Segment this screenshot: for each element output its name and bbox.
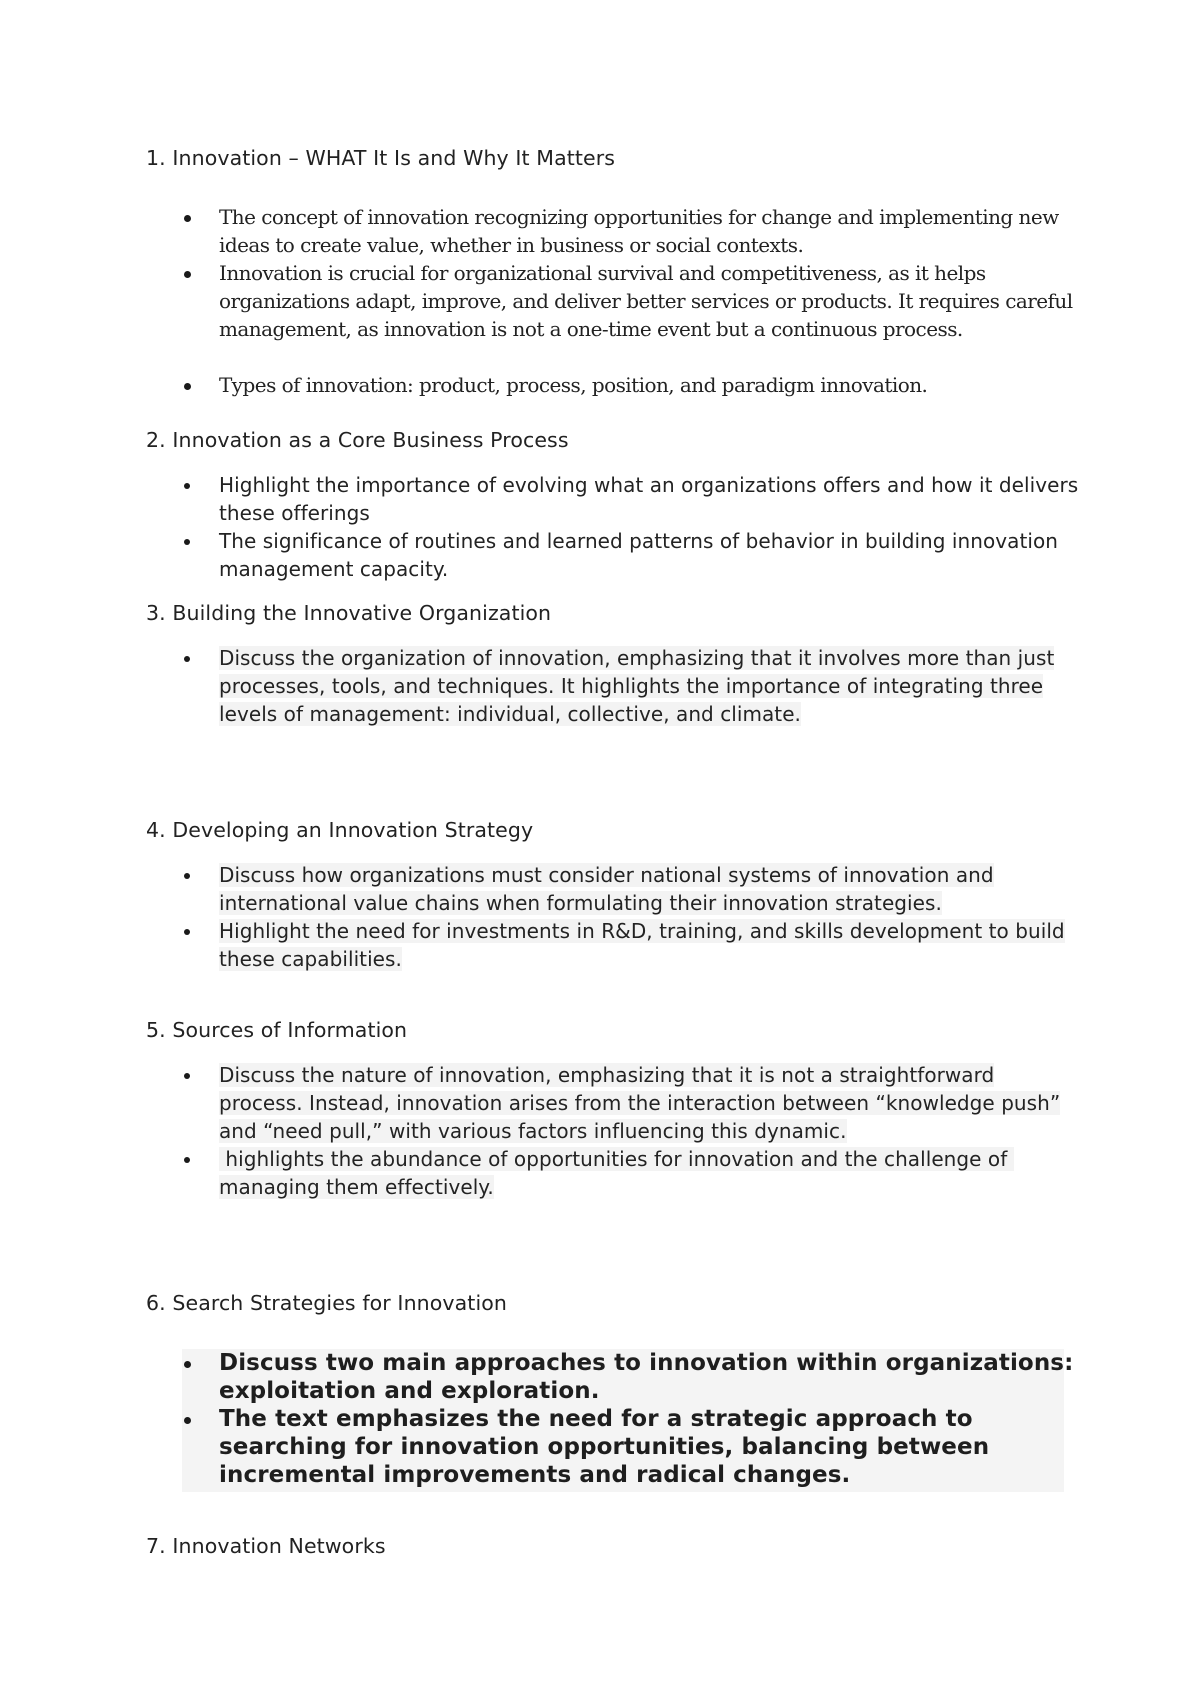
- bullet-icon: [184, 383, 191, 390]
- bullet-icon: [184, 1157, 190, 1163]
- bullet-icon: [184, 539, 190, 545]
- section-4-bullet-list: [0, 861, 1079, 973]
- section-2-heading: 2. Innovation as a Core Business Process: [146, 428, 569, 452]
- section-5-bullet-list: [0, 1061, 1079, 1201]
- list-item: Types of innovation: product, process, position, and paradigm innovation.: [0, 371, 1079, 399]
- section-7-heading: 7. Innovation Networks: [146, 1534, 386, 1558]
- section-3-bullet-list: [0, 644, 1079, 728]
- list-item: Discuss two main approaches to innovation within organizations: exploitation and exploration.: [0, 1349, 1079, 1405]
- section-2-bullet-list: [0, 471, 1079, 583]
- bullet-icon: [184, 1417, 191, 1424]
- list-item: The significance of routines and learned patterns of behavior in building innovation management capacity.: [0, 527, 1079, 583]
- list-item: Highlight the importance of evolving what an organizations offers and how it delivers these offerings: [0, 471, 1079, 527]
- bullet-icon: [184, 873, 190, 879]
- list-item: Discuss the nature of innovation, emphasizing that it is not a straightforward process. Instead, innovation arises from the interaction between “knowledge push” and “need pull,” with various factors influencing this dynamic.: [0, 1061, 1079, 1145]
- list-item: Discuss how organizations must consider national systems of innovation and international value chains when formulating their innovation strategies.: [0, 861, 1079, 917]
- section-4-heading: 4. Developing an Innovation Strategy: [146, 818, 534, 842]
- list-item: Discuss the organization of innovation, emphasizing that it involves more than just processes, tools, and techniques. It highlights the importance of integrating three levels of management: individual, collective, and climate.: [0, 644, 1079, 728]
- section-6-heading: 6. Search Strategies for Innovation: [146, 1291, 507, 1315]
- bullet-icon: [184, 271, 191, 278]
- list-item: Innovation is crucial for organizational survival and competitiveness, as it helps organizations adapt, improve, and deliver better services or products. It requires careful management, as innovation is not a one-time event but a continuous process.: [0, 259, 1079, 343]
- bullet-icon: [184, 1361, 191, 1368]
- bullet-icon: [184, 483, 190, 489]
- bullet-icon: [184, 1073, 190, 1079]
- list-item: The text emphasizes the need for a strategic approach to searching for innovation opportunities, balancing between incremental improvements and radical changes.: [0, 1405, 1079, 1489]
- bullet-icon: [184, 215, 191, 222]
- list-item: highlights the abundance of opportunities for innovation and the challenge of managing them effectively.: [0, 1145, 1079, 1201]
- bullet-icon: [184, 656, 190, 662]
- list-item: The concept of innovation recognizing opportunities for change and implementing new ideas to create value, whether in business or social contexts.: [0, 203, 1079, 259]
- list-item: Highlight the need for investments in R&D, training, and skills development to build these capabilities.: [0, 917, 1079, 973]
- bullet-icon: [184, 929, 190, 935]
- section-1-heading: 1. Innovation – WHAT It Is and Why It Matters: [146, 146, 616, 170]
- term-exploitation: exploitation: [219, 1378, 377, 1404]
- term-exploration: exploration: [441, 1378, 591, 1404]
- section-6-bullet-list: [0, 1349, 1079, 1489]
- section-3-heading: 3. Building the Innovative Organization: [146, 601, 552, 625]
- section-5-heading: 5. Sources of Information: [146, 1018, 408, 1042]
- section-1-bullet-list: [0, 203, 1079, 399]
